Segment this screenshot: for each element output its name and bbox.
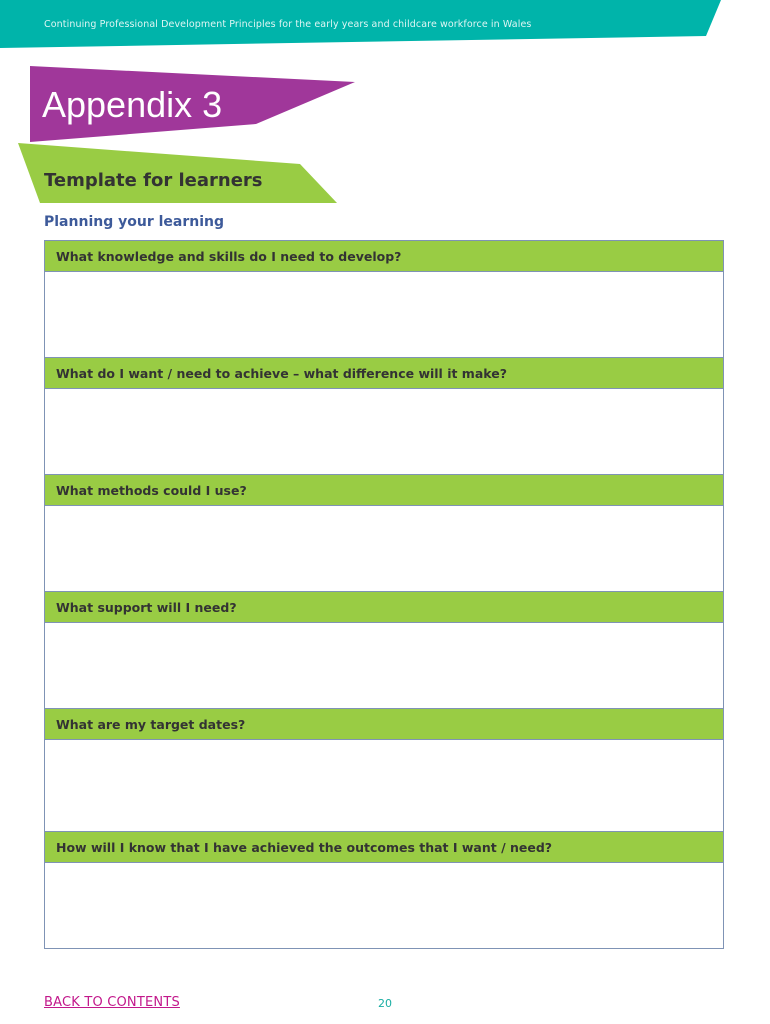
answer-field[interactable]	[45, 623, 723, 709]
header-bar	[0, 0, 770, 48]
question-header: What knowledge and skills do I need to develop?	[45, 241, 723, 272]
answer-field[interactable]	[45, 389, 723, 475]
learning-plan-form	[44, 240, 724, 949]
running-title: Continuing Professional Development Principles for the early years and childcare workforce in Wales	[44, 19, 532, 30]
question-block	[45, 709, 723, 832]
question-header: What methods could I use?	[45, 475, 723, 506]
question-block	[45, 358, 723, 475]
question-header: What are my target dates?	[45, 709, 723, 740]
template-title: Template for learners	[44, 170, 263, 191]
planning-title: Planning your learning	[44, 214, 224, 230]
question-header: How will I know that I have achieved the outcomes that I want / need?	[45, 832, 723, 863]
question-block	[45, 832, 723, 948]
question-block	[45, 241, 723, 358]
answer-field[interactable]	[45, 506, 723, 592]
answer-field[interactable]	[45, 272, 723, 358]
page-number: 20	[378, 997, 392, 1010]
question-block	[45, 592, 723, 709]
question-block	[45, 475, 723, 592]
appendix-title: Appendix 3	[42, 84, 223, 125]
question-header: What do I want / need to achieve – what difference will it make?	[45, 358, 723, 389]
back-to-contents-link[interactable]: BACK TO CONTENTS	[44, 995, 180, 1010]
question-header: What support will I need?	[45, 592, 723, 623]
answer-field[interactable]	[45, 740, 723, 832]
answer-field[interactable]	[45, 863, 723, 948]
